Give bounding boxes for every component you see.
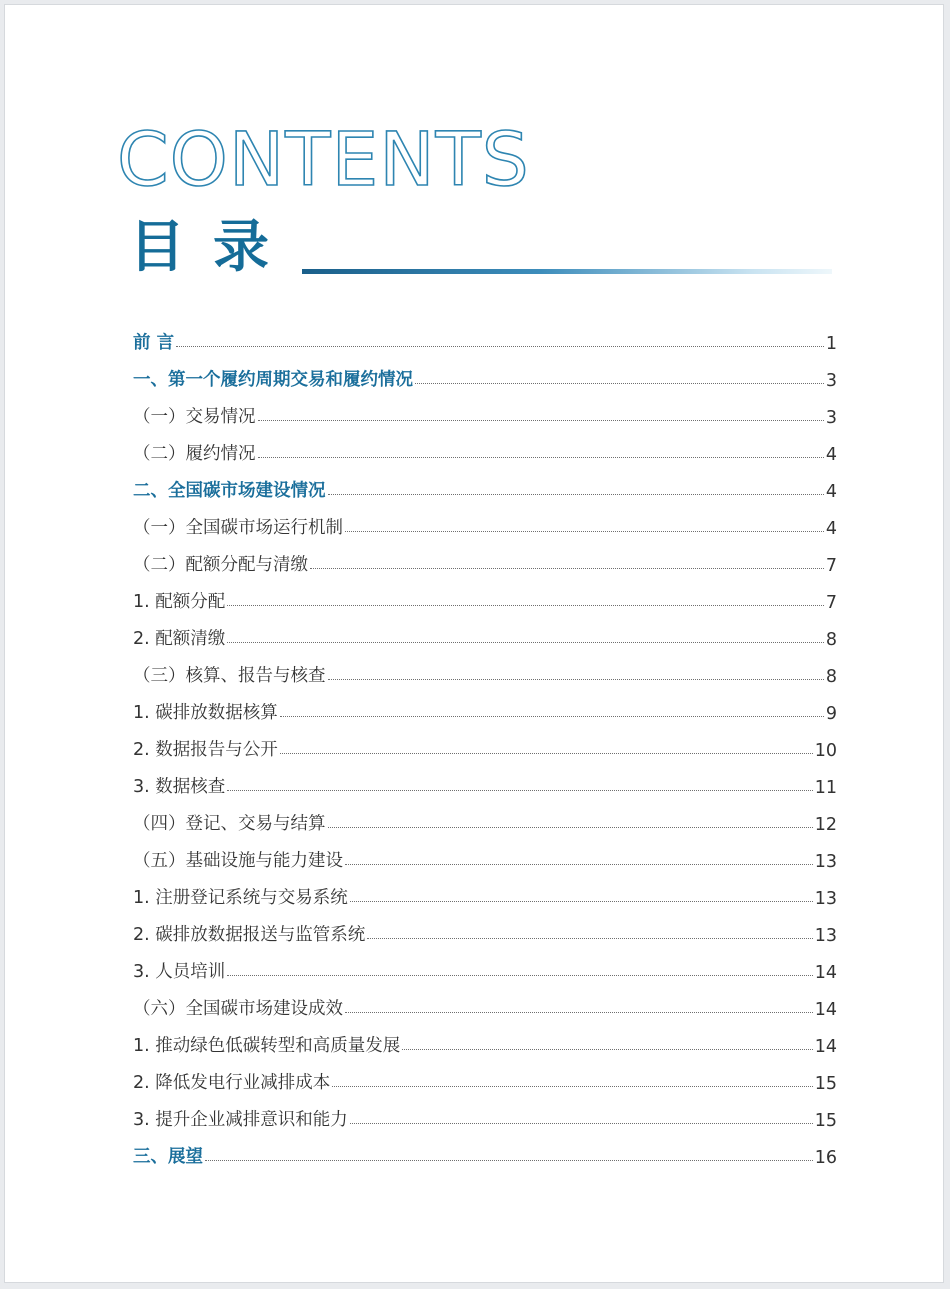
toc-dot-leader [328, 827, 813, 828]
toc-entry[interactable] [133, 946, 837, 983]
toc-page-number: 14 [814, 963, 837, 983]
toc-entry-label: （二）履约情况 [133, 444, 256, 464]
toc-page-number: 4 [825, 519, 837, 539]
toc-entry[interactable] [133, 465, 837, 502]
toc-dot-leader [258, 420, 824, 421]
toc-dot-leader [328, 679, 824, 680]
toc-entry-label: （四）登记、交易与结算 [133, 814, 326, 834]
toc-entry[interactable] [133, 1131, 837, 1168]
toc-page-number: 1 [825, 334, 837, 354]
toc-page-number: 14 [814, 1037, 837, 1057]
contents-english-title: CONTENTS [117, 117, 530, 203]
toc-entry-label: （三）核算、报告与核查 [133, 666, 326, 686]
toc-entry[interactable] [133, 761, 837, 798]
toc-entry-label: 一、第一个履约周期交易和履约情况 [133, 370, 413, 390]
toc-dot-leader [205, 1160, 813, 1161]
toc-entry-label: 1. 碳排放数据核算 [133, 703, 278, 723]
toc-entry-label: （六）全国碳市场建设成效 [133, 999, 343, 1019]
toc-entry[interactable] [133, 539, 837, 576]
toc-dot-leader [280, 753, 813, 754]
toc-dot-leader [227, 975, 812, 976]
toc-dot-leader [367, 938, 812, 939]
toc-entry-label: 二、全国碳市场建设情况 [133, 481, 326, 501]
toc-dot-leader [280, 716, 824, 717]
toc-page-number: 11 [814, 778, 837, 798]
toc-page-number: 13 [814, 889, 837, 909]
toc-dot-leader [345, 864, 813, 865]
toc-entry[interactable] [133, 391, 837, 428]
toc-entry[interactable] [133, 317, 837, 354]
toc-dot-leader [227, 642, 824, 643]
toc-page-number: 13 [814, 852, 837, 872]
toc-entry[interactable] [133, 354, 837, 391]
toc-entry[interactable] [133, 1094, 837, 1131]
toc-dot-leader [328, 494, 824, 495]
toc-entry[interactable] [133, 428, 837, 465]
document-page [4, 4, 944, 1283]
toc-page-number: 7 [825, 556, 837, 576]
toc-page-number: 4 [825, 482, 837, 502]
toc-entry-label: 2. 降低发电行业减排成本 [133, 1073, 331, 1093]
toc-entry[interactable] [133, 576, 837, 613]
toc-page-number: 3 [825, 408, 837, 428]
toc-dot-leader [345, 531, 824, 532]
toc-entry-label: （五）基础设施与能力建设 [133, 851, 343, 871]
toc-entry[interactable] [133, 983, 837, 1020]
toc-dot-leader [258, 457, 824, 458]
toc-entry[interactable] [133, 613, 837, 650]
toc-entry-label: 2. 配额清缴 [133, 629, 226, 649]
table-of-contents [133, 317, 837, 1168]
toc-dot-leader [310, 568, 824, 569]
toc-entry[interactable] [133, 798, 837, 835]
toc-dot-leader [415, 383, 824, 384]
toc-page-number: 8 [825, 630, 837, 650]
toc-page-number: 7 [825, 593, 837, 613]
toc-page-number: 14 [814, 1000, 837, 1020]
toc-entry-label: 三、展望 [133, 1147, 203, 1167]
toc-page-number: 15 [814, 1074, 837, 1094]
toc-dot-leader [227, 790, 812, 791]
toc-entry[interactable] [133, 835, 837, 872]
toc-entry[interactable] [133, 909, 837, 946]
toc-page-number: 16 [814, 1148, 837, 1168]
contents-chinese-title: 目录 [129, 215, 297, 280]
toc-entry-label: 3. 人员培训 [133, 962, 226, 982]
toc-page-number: 9 [825, 704, 837, 724]
toc-entry-label: 3. 提升企业减排意识和能力 [133, 1110, 348, 1130]
toc-entry-label: 1. 注册登记系统与交易系统 [133, 888, 348, 908]
toc-dot-leader [332, 1086, 812, 1087]
toc-dot-leader [227, 605, 824, 606]
toc-dot-leader [350, 901, 813, 902]
toc-dot-leader [176, 346, 824, 347]
toc-entry[interactable] [133, 650, 837, 687]
toc-entry-label: 2. 碳排放数据报送与监管系统 [133, 925, 366, 945]
toc-entry-label: 1. 配额分配 [133, 592, 226, 612]
toc-entry[interactable] [133, 1020, 837, 1057]
toc-entry-label: （一）交易情况 [133, 407, 256, 427]
toc-page-number: 3 [825, 371, 837, 391]
toc-entry-label: （一）全国碳市场运行机制 [133, 518, 343, 538]
toc-page-number: 15 [814, 1111, 837, 1131]
toc-entry-label: （二）配额分配与清缴 [133, 555, 308, 575]
toc-dot-leader [350, 1123, 813, 1124]
toc-entry[interactable] [133, 687, 837, 724]
toc-entry[interactable] [133, 872, 837, 909]
toc-entry-label: 3. 数据核查 [133, 777, 226, 797]
toc-entry-label: 前 言 [133, 333, 175, 353]
toc-entry-label: 1. 推动绿色低碳转型和高质量发展 [133, 1036, 401, 1056]
toc-page-number: 10 [814, 741, 837, 761]
toc-entry[interactable] [133, 502, 837, 539]
toc-dot-leader [345, 1012, 813, 1013]
toc-page-number: 4 [825, 445, 837, 465]
toc-entry-label: 2. 数据报告与公开 [133, 740, 278, 760]
toc-page-number: 13 [814, 926, 837, 946]
toc-dot-leader [402, 1049, 812, 1050]
title-gradient-rule [302, 269, 832, 274]
toc-entry[interactable] [133, 724, 837, 761]
toc-page-number: 12 [814, 815, 837, 835]
toc-entry[interactable] [133, 1057, 837, 1094]
toc-page-number: 8 [825, 667, 837, 687]
